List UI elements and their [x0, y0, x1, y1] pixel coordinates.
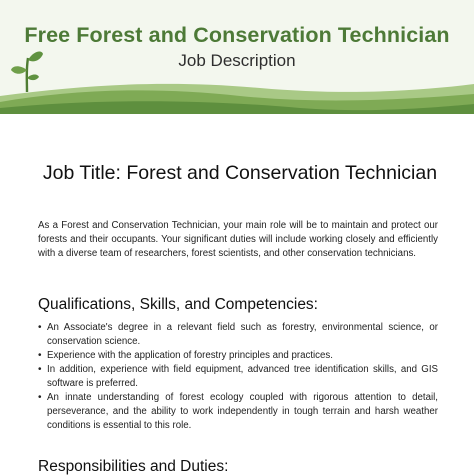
bullet-icon: • — [38, 322, 42, 333]
responsibilities-heading: Responsibilities and Duties: — [38, 458, 229, 475]
bullet-icon: • — [38, 392, 42, 403]
bullet-icon: • — [38, 350, 42, 361]
header-banner — [0, 0, 474, 114]
list-item: • Experience with the application of forestry principles and practices. — [38, 350, 333, 361]
qualifications-heading: Qualifications, Skills, and Competencies: — [38, 296, 318, 313]
document-subtitle: Job Description — [178, 51, 296, 70]
list-item: • An innate understanding of forest ecology coupled with rigorous attention to detail, perseverance, and the ability to work independently in tough terrain and harsh weather conditions is essential to this role. — [38, 392, 438, 431]
list-item: • An Associate's degree in a relevant field such as forestry, environmental science, or conservation science. — [38, 322, 438, 347]
document-main-title: Free Forest and Conservation Technician — [24, 23, 450, 47]
bullet-icon: • — [38, 364, 42, 375]
list-item: • In addition, experience with field equipment, advanced tree identification skills, and GIS software is preferred. — [38, 364, 438, 389]
intro-paragraph: As a Forest and Conservation Technician, your main role will be to maintain and protect our forests and their occupants. Your significant duties will include working closely and efficiently with a diverse team of researchers, forest scientists, and other conservation technicians. — [38, 220, 438, 259]
job-title-heading: Job Title: Forest and Conservation Technician — [42, 162, 438, 184]
qualifications-list — [38, 321, 438, 433]
